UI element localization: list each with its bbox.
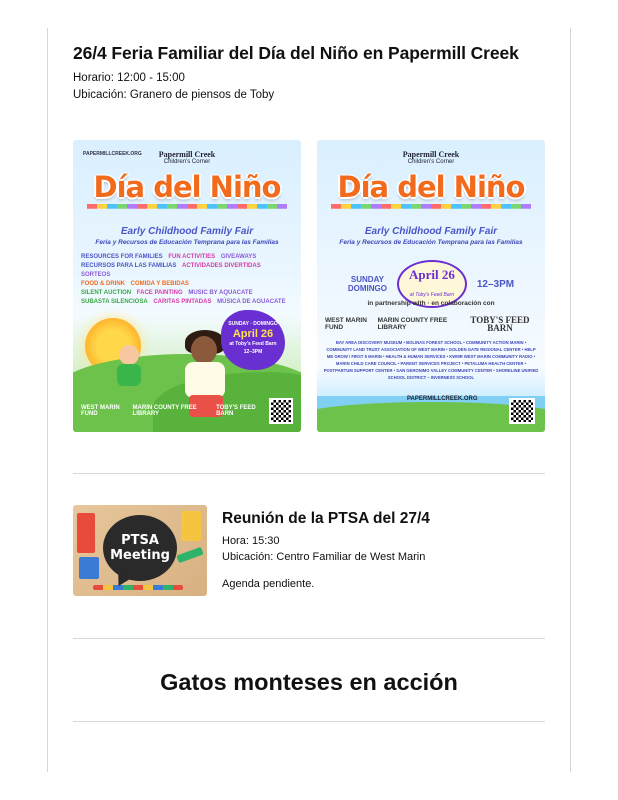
activity: FUN ACTIVITIES	[168, 254, 216, 260]
boy-illustration	[117, 364, 141, 386]
activity: RECURSOS PARA LAS FAMILIAS	[81, 263, 177, 269]
flyer-english[interactable]	[73, 140, 301, 432]
speech-bubble	[103, 515, 177, 581]
flyer-url: PAPERMILLCREEK.ORG	[407, 396, 478, 402]
badge-place: at Toby's Feed Barn	[229, 341, 277, 347]
section-heading: Gatos monteses en acción	[160, 669, 458, 695]
date-text: April 26	[408, 267, 455, 282]
divider	[73, 638, 545, 639]
qr-code-icon[interactable]	[509, 398, 535, 424]
flyer-bilingual[interactable]	[317, 140, 545, 432]
thumb-text: PTSA	[121, 533, 159, 548]
flyer-activities	[81, 253, 295, 307]
activity: SILENT AUCTION	[81, 290, 132, 296]
event-location: Ubicación: Centro Familiar de West Marin	[222, 551, 426, 563]
badge-time: 12–3PM	[243, 349, 263, 355]
flyer-subtitle: Early Childhood Family Fair	[120, 226, 254, 237]
day-es: DOMINGO	[347, 284, 387, 293]
logo-toby: TOBY'S FEED BARN	[470, 315, 530, 333]
event-agenda: Agenda pendiente.	[222, 578, 315, 590]
footer-fund: WEST MARIN FUND	[81, 405, 120, 417]
girl-illustration	[185, 362, 225, 398]
footer-toby: TOBY'S FEED BARN	[216, 405, 256, 417]
crayon-box-icon	[77, 513, 95, 553]
logo-library: MARIN COUNTY FREE LIBRARY	[377, 317, 448, 331]
divider	[73, 721, 545, 722]
crayons-icon	[93, 585, 183, 590]
flyer-day	[348, 275, 387, 293]
activity: GIVEAWAYS	[220, 254, 257, 260]
flyer-subtitle: Early Childhood Family Fair	[364, 226, 498, 237]
partnership-text: in partnership with · en colaboración con	[367, 300, 495, 307]
activity: SUBASTA SILENCIOSA	[81, 299, 148, 305]
flyer-subtitle-es: Feria y Recursos de Educación Temprana para las Familias	[339, 239, 523, 246]
flyer-title: Día del Niño	[337, 170, 525, 204]
flyer-org-sub: Children's Corner	[163, 159, 211, 165]
day-en: SUNDAY	[350, 275, 384, 284]
thumb-text: Meeting	[110, 548, 170, 563]
date-badge	[221, 310, 285, 370]
flyer-org: Papermill Creek	[158, 150, 216, 159]
activity: MUSIC BY AQUACATE	[188, 290, 253, 296]
divider	[73, 473, 545, 474]
activity: ACTIVIDADES DIVERTIDAS	[182, 263, 261, 269]
flyer-site: PAPERMILLCREEK.ORG	[83, 151, 142, 157]
badge-day: SUNDAY · DOMINGO	[228, 321, 278, 327]
flyer-subtitle-es: Feria y Recursos de Educación Temprana para las Familias	[95, 239, 279, 246]
activity: SORTEOS	[81, 272, 111, 278]
event-schedule: Horario: 12:00 - 15:00	[73, 72, 185, 84]
flyer-footer	[81, 396, 293, 426]
activity: FACE PAINTING	[136, 290, 183, 296]
event-title: 26/4 Feria Familiar del Día del Niño en Papermill Creek	[73, 43, 519, 63]
event-time: Hora: 15:30	[222, 535, 280, 547]
flyer-title: Día del Niño	[93, 170, 281, 204]
flyer-org: Papermill Creek	[402, 150, 460, 159]
flyer-time: 12–3PM	[476, 278, 515, 290]
activity: RESOURCES FOR FAMILIES	[81, 254, 163, 260]
pencil-icon	[176, 547, 203, 563]
pencil-cup-icon	[181, 511, 201, 541]
activity: MÚSICA DE AGUACATE	[217, 299, 286, 305]
event-title: Reunión de la PTSA del 27/4	[222, 510, 430, 527]
activity: FOOD & DRINK	[81, 281, 125, 287]
event-location: Ubicación: Granero de piensos de Toby	[73, 89, 275, 101]
girl-illustration	[191, 336, 217, 364]
partner-logos	[325, 316, 537, 332]
logo-fund: WEST MARIN FUND	[325, 317, 367, 331]
bunting-decoration	[331, 204, 531, 216]
bunting-decoration	[87, 204, 287, 216]
qr-code-icon[interactable]	[269, 398, 293, 424]
place-text: at Toby's Feed Barn	[409, 292, 455, 298]
sponsor-list: BAY AREA DISCOVERY MUSEUM • BOLINAS FOREST SCHOOL • COMMUNITY ACTION MARIN • COMMUNITY LAND TRUST ASSOCIATION OF WEST MARIN • GOLDEN GATE REGIONAL CENTER • HELP ME GROW / FIRST 5 MARIN • HEALTH & HUMAN SERVICES • KWMR WEST MARIN COMMUNITY RADIO • MARIN CHILD CARE COUNCIL • PARENT SERVICES PROJECT • PETALUMA HEALTH CENTER • POSTPARTUM SUPPORT CENTER • SAN GERONIMO VALLEY COMMUNITY CENTER • SHORELINE UNIFIED SCHOOL DISTRICT – INVERNESS SCHOOL	[323, 340, 539, 380]
activity: COMIDA Y BEBIDAS	[130, 281, 189, 287]
footer-library: MARIN COUNTY FREE LIBRARY	[132, 405, 197, 417]
flyer-org-sub: Children's Corner	[407, 159, 455, 165]
ptsa-thumbnail[interactable]	[73, 505, 207, 596]
block-icon	[79, 557, 99, 579]
boy-illustration	[119, 345, 139, 365]
badge-date: April 26	[232, 328, 274, 340]
activity: CARITAS PINTADAS	[153, 299, 212, 305]
